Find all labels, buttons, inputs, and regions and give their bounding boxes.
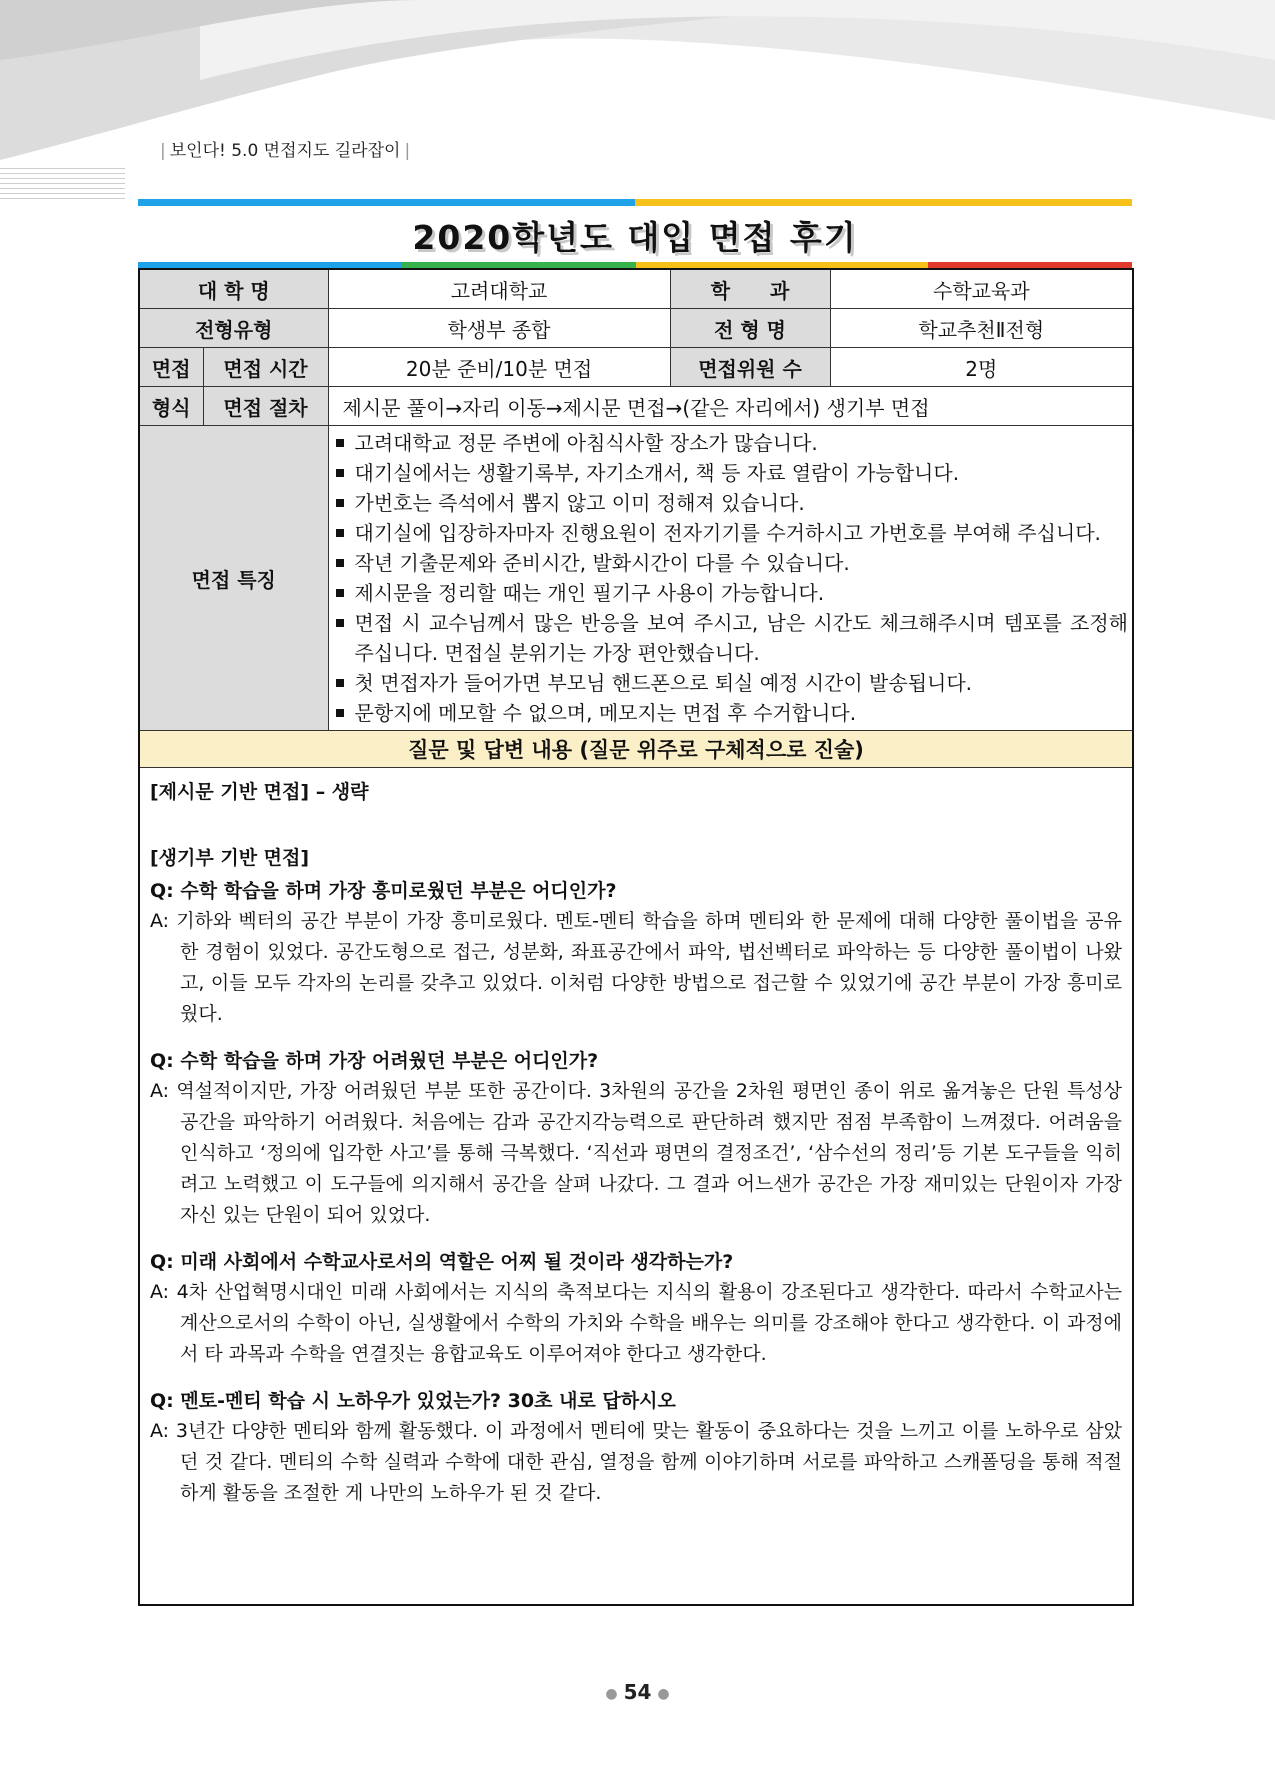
admission-type-label: 전형유형	[139, 309, 328, 348]
features-cell	[328, 426, 1133, 731]
feature-item: 작년 기출문제와 준비시간, 발화시간이 다를 수 있습니다.	[331, 548, 1129, 578]
page-number: ● 54 ●	[605, 1680, 670, 1704]
qa-content	[139, 768, 1133, 1606]
interviewers-label: 면접위원 수	[670, 348, 830, 387]
document-title: 2020학년도 대입 면접 후기	[412, 218, 858, 257]
answer: A: 4차 산업혁명시대인 미래 사회에서는 지식의 축적보다는 지식의 활용이 강조된다고 생각한다. 따라서 수학교사는 계산으로서의 수학이 아닌, 실생활에서 수학의 가치와 수학을 배우는 의미를 강조해야 한다고 생각한다. 이 과정에서 타 과목과 수학을 연결짓는 융합교육도 이루어져야 한다고 생각한다.	[150, 1281, 1123, 1365]
department-value: 수학교육과	[830, 269, 1133, 309]
feature-item: 대기실에서는 생활기록부, 자기소개서, 책 등 자료 열람이 가능합니다.	[331, 458, 1129, 488]
interview-info-table	[138, 268, 1134, 1606]
feature-item: 제시문을 정리할 때는 개인 필기구 사용이 가능합니다.	[331, 578, 1129, 608]
admission-name-label: 전 형 명	[670, 309, 830, 348]
top-color-bar	[138, 199, 1132, 206]
interviewers-value: 2명	[830, 348, 1133, 387]
section-title-record: [생기부 기반 면접]	[150, 847, 310, 869]
university-label: 대 학 명	[139, 269, 328, 309]
question: Q: 수학 학습을 하며 가장 흥미로웠던 부분은 어디인가?	[150, 880, 617, 902]
department-label: 학 과	[670, 269, 830, 309]
question: Q: 수학 학습을 하며 가장 어려웠던 부분은 어디인가?	[150, 1050, 599, 1072]
feature-item: 면접 시 교수님께서 많은 반응을 보여 주시고, 남은 시간도 체크해주시며 템포를 조정해 주십니다. 면접실 분위기는 가장 편안했습니다.	[331, 608, 1129, 668]
decorative-stripes	[0, 168, 125, 203]
procedure-label: 면접 절차	[203, 387, 328, 426]
feature-item: 고려대학교 정문 주변에 아침식사할 장소가 많습니다.	[331, 428, 1129, 458]
features-list	[331, 428, 1129, 728]
features-label: 면접 특징	[139, 426, 328, 731]
answer: A: 3년간 다양한 멘티와 함께 활동했다. 이 과정에서 멘티에 맞는 활동이 중요하다는 것을 느끼고 이를 노하우로 삼았던 것 같다. 멘티의 수학 실력과 수학에 대한 관심, 열정을 함께 이야기하며 서로를 파악하고 스캐폴딩을 통해 적절하게 활동을 조절한 게 나만의 노하우가 된 것 같다.	[150, 1420, 1123, 1504]
running-header: | 보인다! 5.0 면접지도 길라잡이 |	[160, 141, 411, 161]
admission-name-value: 학교추천Ⅱ전형	[830, 309, 1133, 348]
section-title-passage: [제시문 기반 면접] – 생략	[150, 781, 369, 803]
feature-item: 첫 면접자가 들어가면 부모님 핸드폰으로 퇴실 예정 시간이 발송됩니다.	[331, 668, 1129, 698]
procedure-value: 제시문 풀이→자리 이동→제시문 면접→(같은 자리에서) 생기부 면접	[328, 387, 1133, 426]
answer: A: 역설적이지만, 가장 어려웠던 부분 또한 공간이다. 3차원의 공간을 2차원 평면인 종이 위로 옮겨놓은 단원 특성상 공간을 파악하기 어려웠다. 처음에는 감과 공간지각능력으로 판단하려 했지만 점점 부족함이 느껴졌다. 어려움을 인식하고 ‘정의에 입각한 사고’를 통해 극복했다. ‘직선과 평면의 결정조건’, ‘삼수선의 정리’등 기본 도구들을 익히려고 노력했고 이 도구들에 의지해서 공간을 살펴 나갔다. 그 결과 어느샌가 공간은 가장 재미있는 단원이자 가장 자신 있는 단원이 되어 있었다.	[150, 1080, 1123, 1226]
time-value: 20분 준비/10분 면접	[328, 348, 670, 387]
feature-item: 가번호는 즉석에서 뽑지 않고 이미 정해져 있습니다.	[331, 488, 1129, 518]
feature-item: 대기실에 입장하자마자 진행요원이 전자기기를 수거하시고 가번호를 부여해 주십니다.	[331, 518, 1129, 548]
question: Q: 멘토-멘티 학습 시 노하우가 있었는가? 30초 내로 답하시오	[150, 1390, 676, 1412]
university-value: 고려대학교	[328, 269, 670, 309]
answer: A: 기하와 벡터의 공간 부분이 가장 흥미로웠다. 멘토-멘티 학습을 하며 멘티와 한 문제에 대해 다양한 풀이법을 공유한 경험이 있었다. 공간도형으로 접근, 성분화, 좌표공간에서 파악, 법선벡터로 파악하는 등 다양한 풀이법이 나왔고, 이들 모두 각자의 논리를 갖추고 있었다. 이처럼 다양한 방법으로 접근할 수 있었기에 공간 부분이 가장 흥미로웠다.	[150, 910, 1123, 1025]
admission-type-value: 학생부 종합	[328, 309, 670, 348]
format-label: 면접	[139, 348, 203, 387]
qa-header: 질문 및 답변 내용 (질문 위주로 구체적으로 진술)	[139, 731, 1133, 768]
format-label-2: 형식	[139, 387, 203, 426]
time-label: 면접 시간	[203, 348, 328, 387]
question: Q: 미래 사회에서 수학교사로서의 역할은 어찌 될 것이라 생각하는가?	[150, 1251, 734, 1273]
feature-item: 문항지에 메모할 수 없으며, 메모지는 면접 후 수거합니다.	[331, 698, 1129, 728]
